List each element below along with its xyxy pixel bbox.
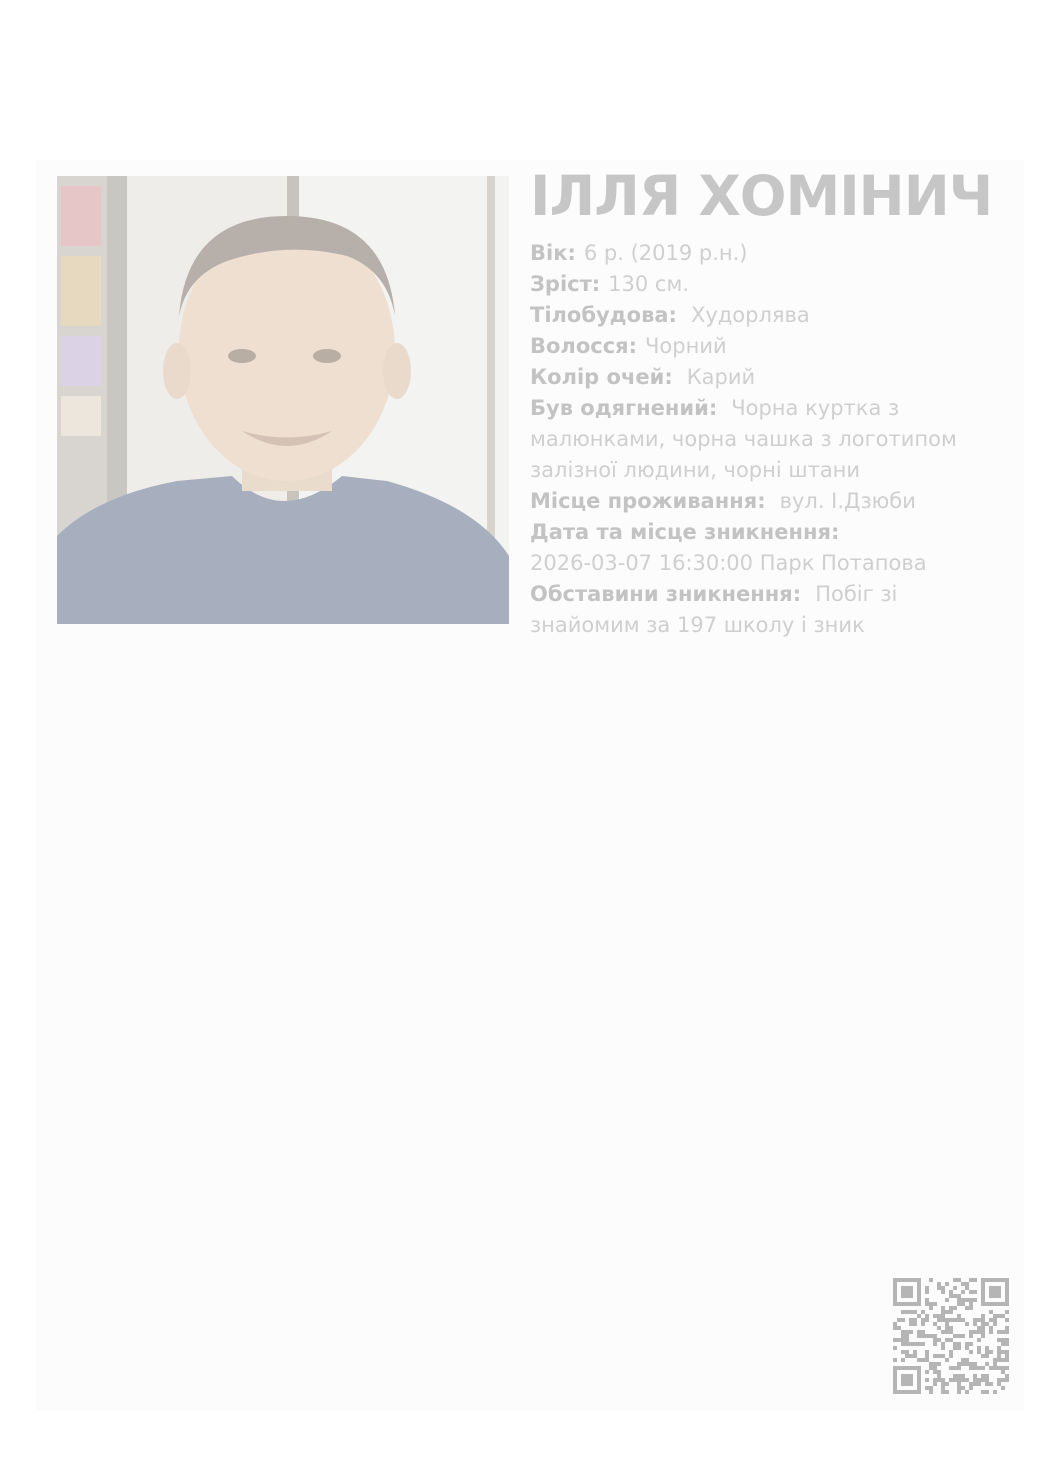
field-label: Колір очей: — [530, 365, 673, 389]
field-height — [530, 269, 1000, 300]
field-residence — [530, 486, 1000, 517]
field-value: Побіг зі знайомим за 197 школу і зник — [530, 582, 898, 637]
person-name: ІЛЛЯ ХОМІНИЧ — [530, 164, 993, 228]
field-label: Зріст: — [530, 272, 601, 296]
person-details — [530, 238, 1000, 641]
field-value: Карий — [686, 365, 756, 389]
field-value: Худорлява — [690, 303, 810, 327]
field-label: Дата та місце зникнення: — [530, 520, 840, 544]
field-value: вул. І.Дзюби — [779, 489, 916, 513]
person-info — [530, 160, 1000, 641]
field-date-place — [530, 517, 1000, 579]
field-build — [530, 300, 1000, 331]
child-photo — [57, 176, 509, 624]
field-value: 130 см. — [608, 272, 689, 296]
field-label: Місце проживання: — [530, 489, 766, 513]
field-value: 2026-03-07 16:30:00 Парк Потапова — [530, 551, 927, 575]
field-age — [530, 238, 1000, 269]
field-value: Чорна куртка з малюнками, чорна чашка з логотипом залізної людини, чорні штани — [530, 396, 957, 482]
field-label: Обставини зникнення: — [530, 582, 802, 606]
field-label: Вік: — [530, 241, 576, 265]
qr-code-icon[interactable] — [893, 1278, 1009, 1394]
field-value: 6 р. (2019 р.н.) — [583, 241, 748, 265]
field-hair — [530, 331, 1000, 362]
field-label: Був одягнений: — [530, 396, 718, 420]
field-eye-color — [530, 362, 1000, 393]
field-clothing — [530, 393, 1000, 486]
field-label: Волосся: — [530, 334, 638, 358]
field-label: Тілобудова: — [530, 303, 677, 327]
field-circumstances — [530, 579, 1000, 641]
field-value: Чорний — [645, 334, 727, 358]
